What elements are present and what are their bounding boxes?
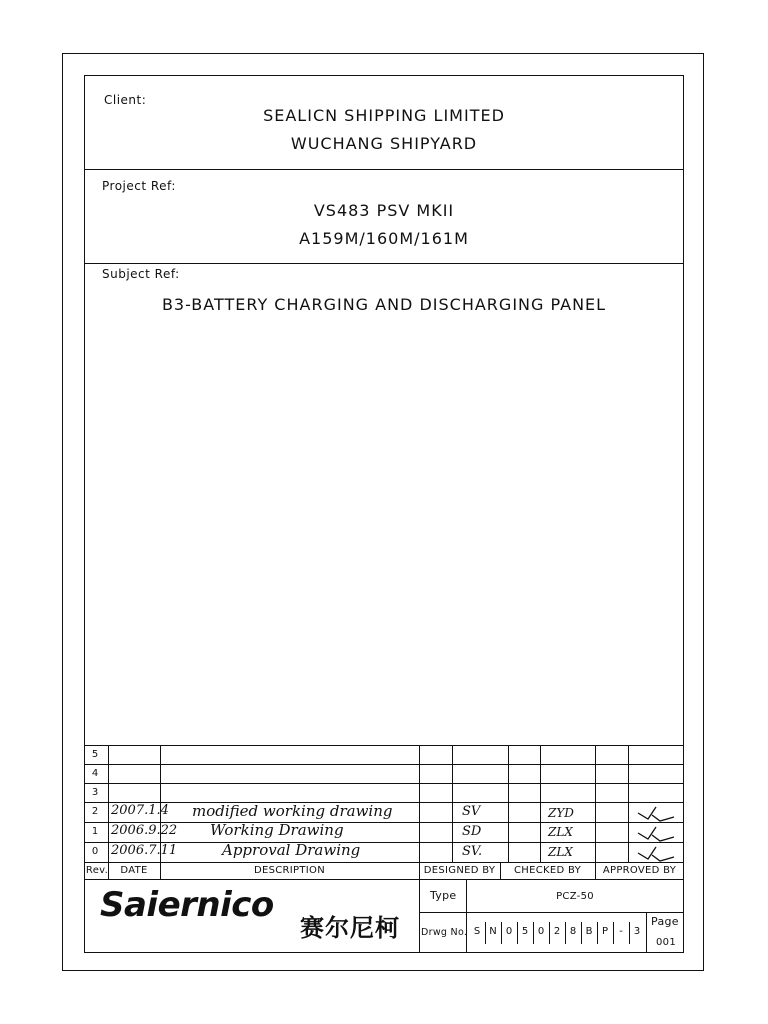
type-value: PCZ-50 [556,891,594,902]
drawing-number-char: P [601,926,609,937]
header-designed-by: DESIGNED BY [423,865,496,876]
rev-number: 4 [91,768,99,779]
drawing-number-char: S [473,926,481,937]
checker-initials: ZLX [548,845,573,859]
rev-number: 1 [91,826,99,837]
drawing-number-char: 2 [553,926,561,937]
company-logo: Saiernico [100,885,274,925]
header-description: DESCRIPTION [254,865,325,876]
header-date: DATE [120,865,148,876]
page-number: 001 [656,937,676,948]
rev-number: 2 [91,806,99,817]
project-vessel: VS483 PSV MKII [313,201,455,220]
subject-label: Subject Ref: [102,267,180,281]
company-logo-chinese: 赛尔尼柯 [300,914,400,942]
rev-number: 0 [91,846,99,857]
header-checked-by: CHECKED BY [514,865,581,876]
designer-initials: SD [462,824,482,839]
page-label: Page [651,915,679,928]
rev-date: 2007.1.4 [111,803,169,818]
drawing-number-char: B [585,926,593,937]
divider [84,169,684,170]
checker-initials: ZYD [548,806,574,820]
rev-description: Approval Drawing [222,841,361,859]
rev-number: 3 [91,787,99,798]
rev-date: 2006.7.11 [111,843,178,858]
rev-description: Working Drawing [210,821,344,839]
designer-initials: SV [462,804,481,819]
drawing-number-char: N [489,926,497,937]
client-shipyard: WUCHANG SHIPYARD [290,134,478,153]
header-rev: Rev. [85,865,109,876]
checker-initials: ZLX [548,825,573,839]
drawing-number-char: 3 [633,926,641,937]
drawing-number-char: 5 [521,926,529,937]
rev-number: 5 [91,749,99,760]
divider [84,263,684,264]
drawing-number-char: 8 [569,926,577,937]
project-label: Project Ref: [102,179,176,193]
drawing-number-label: Drwg No. [421,927,468,938]
approval-signature [630,803,680,863]
client-label: Client: [104,93,147,107]
drawing-number-char: 0 [505,926,513,937]
header-approved-by: APPROVED BY [602,865,677,876]
drawing-number-char: 0 [537,926,545,937]
designer-initials: SV. [462,844,483,859]
type-label: Type [430,889,457,902]
drawing-number-char: - [619,926,623,937]
rev-date: 2006.9.22 [111,823,178,838]
subject-title: B3-BATTERY CHARGING AND DISCHARGING PANEL [161,295,607,314]
client-name: SEALICN SHIPPING LIMITED [263,106,505,125]
rev-description: modified working drawing [192,802,393,820]
project-hulls: A159M/160M/161M [299,229,469,248]
